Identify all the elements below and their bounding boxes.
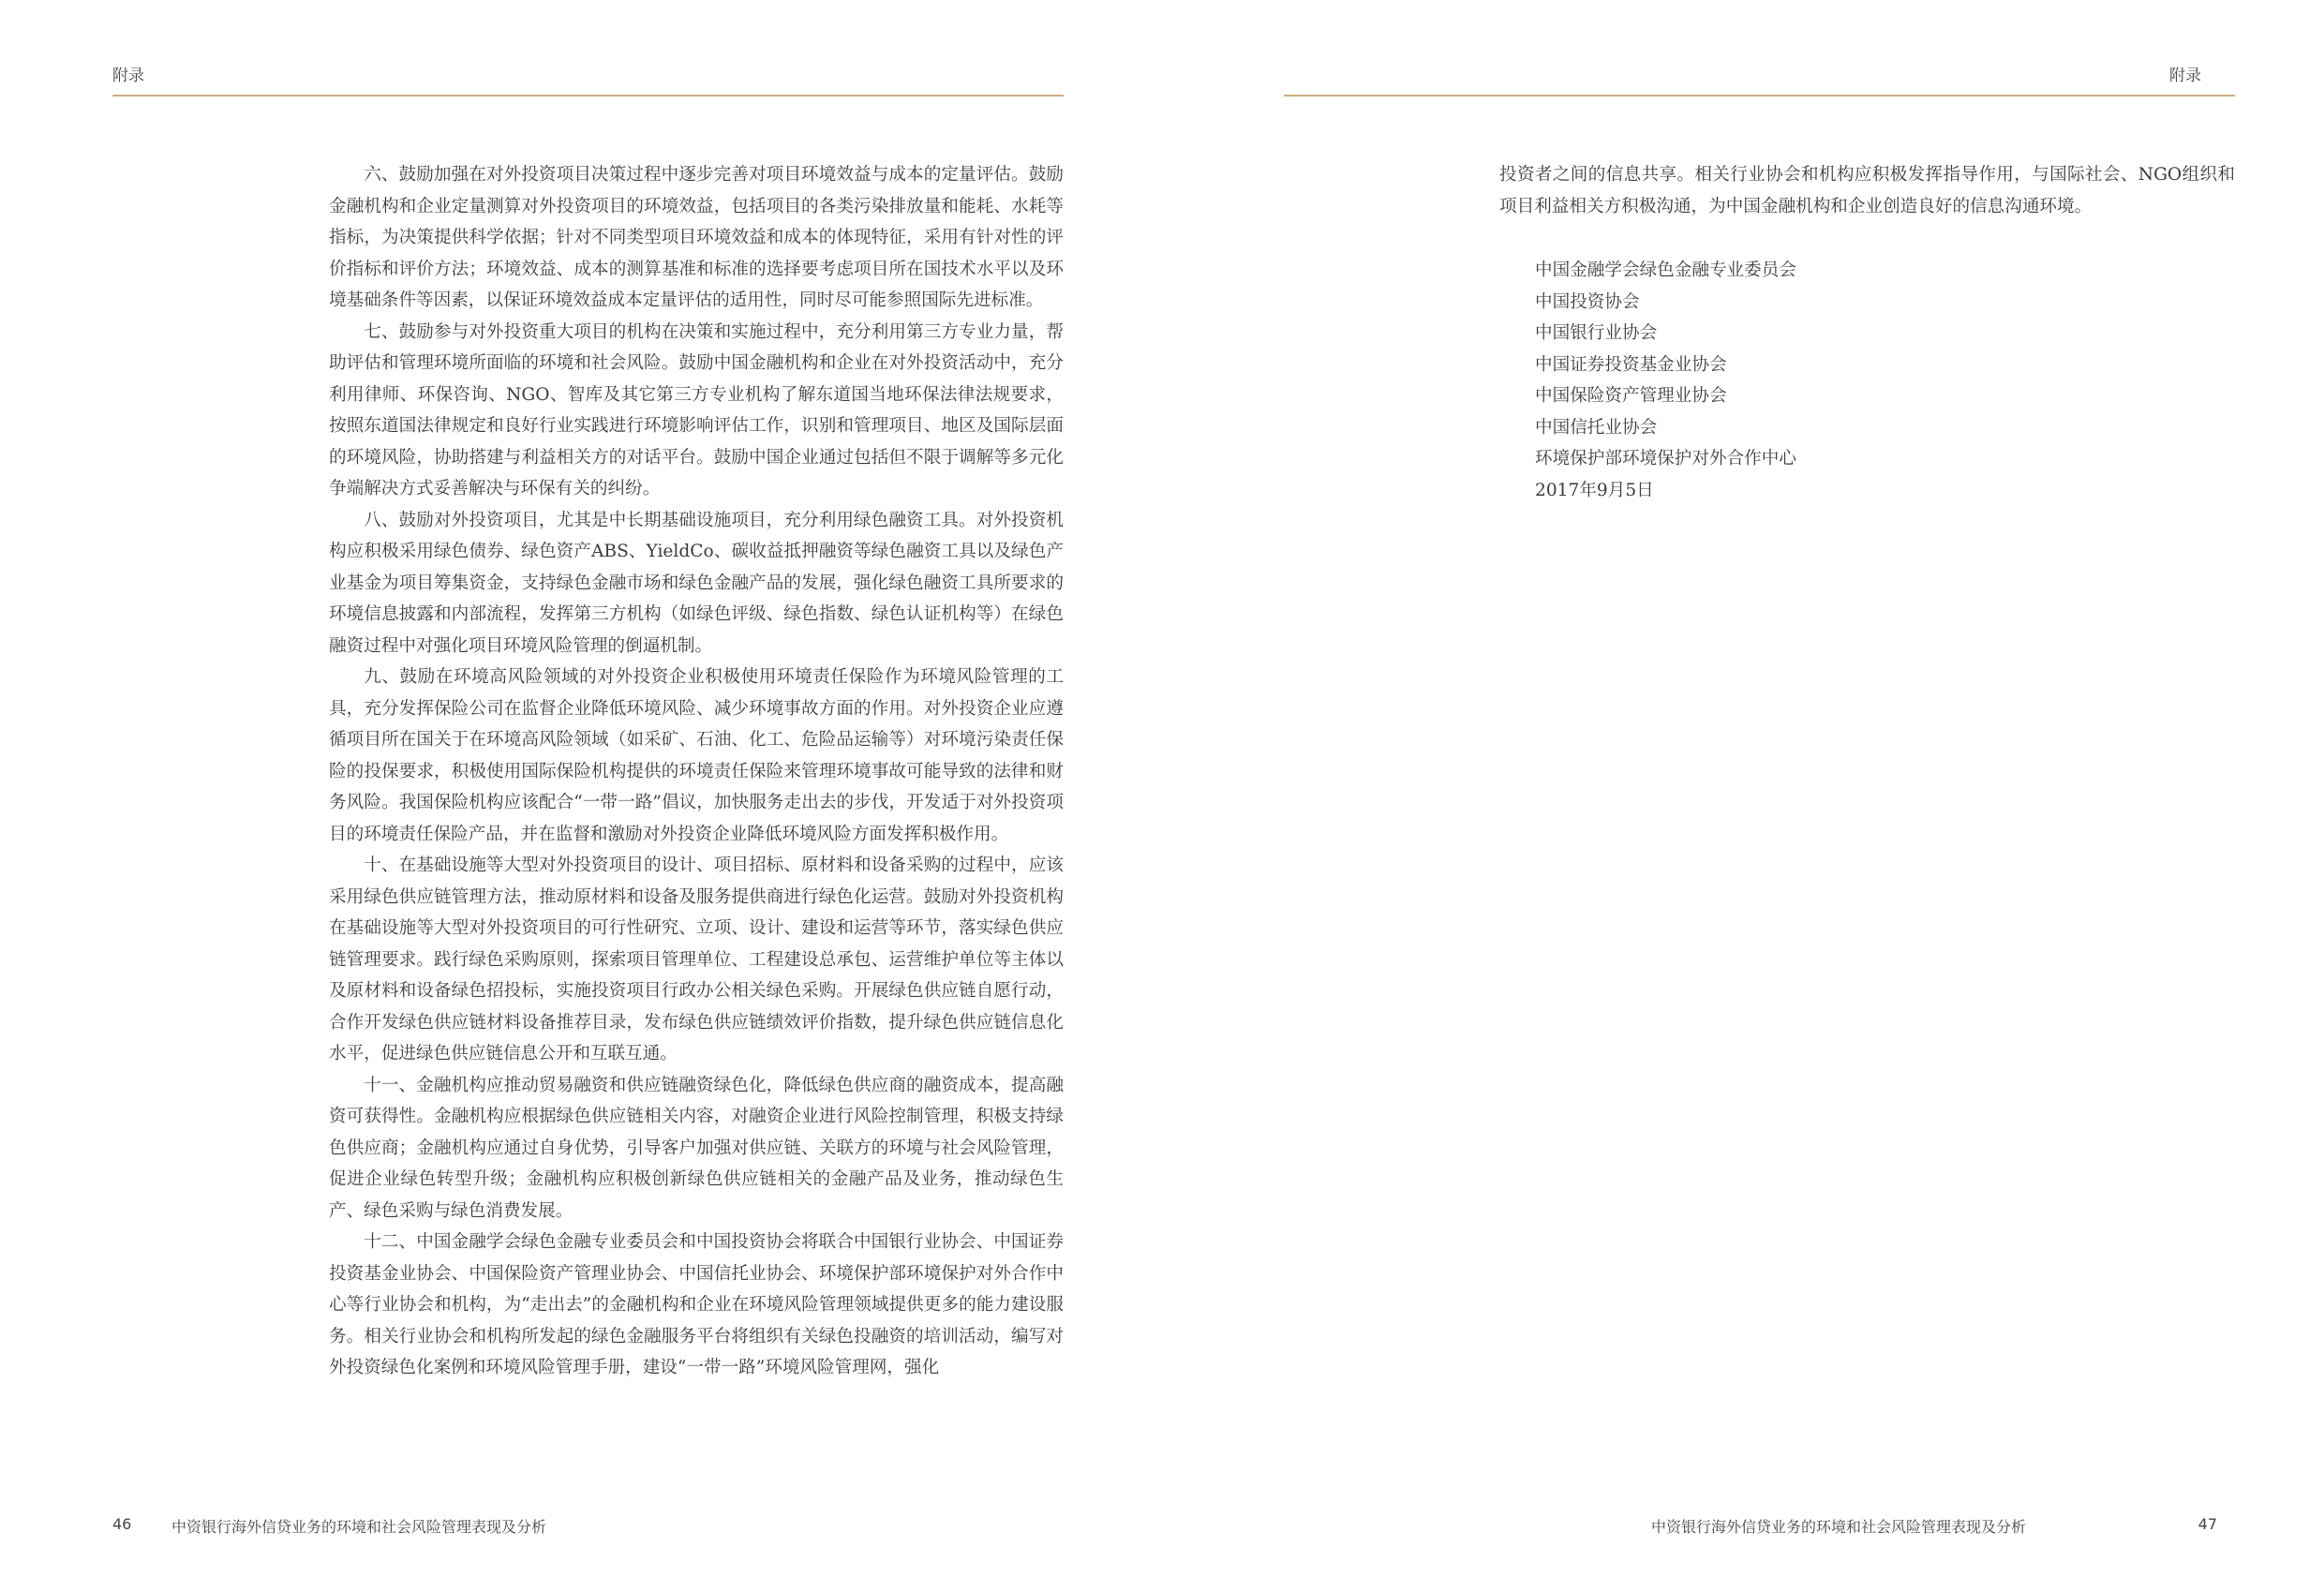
paragraph-7: 七、鼓励参与对外投资重大项目的机构在决策和实施过程中，充分利用第三方专业力量，帮助评估和管理环境所面临的环境和社会风险。鼓励中国金融机构和企业在对外投资活动中，充分利用律师、环保咨询、NGO、智库及其它第三方专业机构了解东道国当地环保法律法规要求，按照东道国法律规定和良好行业实践进行环境影响评估工作，识别和管理项目、地区及国际层面的环境风险，协助搭建与利益相关方的对话平台。鼓励中国企业通过包括但不限于调解等多元化争端解决方式妥善解决与环保有关的纠纷。 — [329, 321, 1064, 498]
signatory: 环境保护部环境保护对外合作中心 — [1535, 449, 1796, 469]
right-header-rule — [1284, 95, 2235, 97]
left-header-rule — [112, 95, 1064, 97]
left-footer-title: 中资银行海外信贷业务的环境和社会风险管理表现及分析 — [171, 1518, 547, 1536]
paragraph-9: 九、鼓励在环境高风险领域的对外投资企业积极使用环境责任保险作为环境风险管理的工具，充分发挥保险公司在监督企业降低环境风险、减少环境事故方面的作用。对外投资企业应遵循项目所在国关于在环境高风险领域（如采矿、石油、化工、危险品运输等）对环境污染责任保险的投保要求，积极使用国际保险机构提供的环境责任保险来管理环境事故可能导致的法律和财务风险。我国保险机构应该配合“一带一路”倡议，加快服务走出去的步伐，开发适于对外投资项目的环境责任保险产品，并在监督和激励对外投资企业降低环境风险方面发挥积极作用。 — [329, 667, 1064, 844]
signature-date: 2017年9月5日 — [1535, 480, 1654, 500]
signatory: 中国保险资产管理业协会 — [1535, 386, 1727, 406]
paragraph-10: 十、在基础设施等大型对外投资项目的设计、项目招标、原材料和设备采购的过程中，应该采用绿色供应链管理方法，推动原材料和设备及服务提供商进行绿色化运营。鼓励对外投资机构在基础设施等大型对外投资项目的可行性研究、立项、设计、建设和运营等环节，落实绿色供应链管理要求。践行绿色采购原则，探索项目管理单位、工程建设总承包、运营维护单位等主体以及原材料和设备绿色招投标，实施投资项目行政办公相关绿色采购。开展绿色供应链自愿行动，合作开发绿色供应链材料设备推荐目录，发布绿色供应链绩效评价指数，提升绿色供应链信息化水平，促进绿色供应链信息公开和互联互通。 — [329, 855, 1064, 1064]
signatory: 中国投资协会 — [1535, 291, 1640, 312]
right-body-text — [1499, 159, 2235, 222]
paragraph-12: 十二、中国金融学会绿色金融专业委员会和中国投资协会将联合中国银行业协会、中国证券投资基金业协会、中国保险资产管理业协会、中国信托业协会、环境保护部环境保护对外合作中心等行业协会和机构，为“走出去”的金融机构和企业在环境风险管理领域提供更多的能力建设服务。相关行业协会和机构所发起的绿色金融服务平台将组织有关绿色投融资的培训活动，编写对外投资绿色化案例和环境风险管理手册，建设“一带一路”环境风险管理网，强化 — [329, 1232, 1064, 1377]
right-footer-title: 中资银行海外信贷业务的环境和社会风险管理表现及分析 — [1650, 1518, 2026, 1536]
right-page — [1162, 0, 2324, 1577]
paragraph-11: 十一、金融机构应推动贸易融资和供应链融资绿色化，降低绿色供应商的融资成本，提高融资可获得性。金融机构应根据绿色供应链相关内容，对融资企业进行风险控制管理，积极支持绿色供应商；金融机构应通过自身优势，引导客户加强对供应链、关联方的环境与社会风险管理，促进企业绿色转型升级；金融机构应积极创新绿色供应链相关的金融产品及业务，推动绿色生产、绿色采购与绿色消费发展。 — [329, 1075, 1064, 1221]
continuation-paragraph: 投资者之间的信息共享。相关行业协会和机构应积极发挥指导作用，与国际社会、NGO组织和项目利益相关方积极沟通，为中国金融机构和企业创造良好的信息沟通环境。 — [1499, 165, 2235, 216]
paragraph-8: 八、鼓励对外投资项目，尤其是中长期基础设施项目，充分利用绿色融资工具。对外投资机构应积极采用绿色债券、绿色资产ABS、YieldCo、碳收益抵押融资等绿色融资工具以及绿色产业基金为项目筹集资金，支持绿色金融市场和绿色金融产品的发展，强化绿色融资工具所要求的环境信息披露和内部流程，发挥第三方机构（如绿色评级、绿色指数、绿色认证机构等）在绿色融资过程中对强化项目环境风险管理的倒逼机制。 — [329, 510, 1064, 656]
left-header-label: 附录 — [112, 67, 144, 85]
paragraph-6: 六、鼓励加强在对外投资项目决策过程中逐步完善对项目环境效益与成本的定量评估。鼓励金融机构和企业定量测算对外投资项目的环境效益，包括项目的各类污染排放量和能耗、水耗等指标，为决策提供科学依据；针对不同类型项目环境效益和成本的体现特征，采用有针对性的评价指标和评价方法；环境效益、成本的测算基准和标准的选择要考虑项目所在国技术水平以及环境基础条件等因素，以保证环境效益成本定量评估的适用性，同时尽可能参照国际先进标准。 — [329, 165, 1064, 310]
signatory: 中国银行业协会 — [1535, 323, 1658, 343]
right-footer-page-number: 47 — [2197, 1515, 2217, 1533]
signatory: 中国金融学会绿色金融专业委员会 — [1535, 260, 1796, 280]
signatory: 中国信托业协会 — [1535, 417, 1658, 438]
left-footer-page-number: 46 — [112, 1515, 132, 1533]
signatory-list — [1535, 255, 1796, 506]
left-body-text — [329, 159, 1064, 1384]
signatory: 中国证券投资基金业协会 — [1535, 354, 1727, 375]
right-header-label: 附录 — [2169, 67, 2201, 85]
